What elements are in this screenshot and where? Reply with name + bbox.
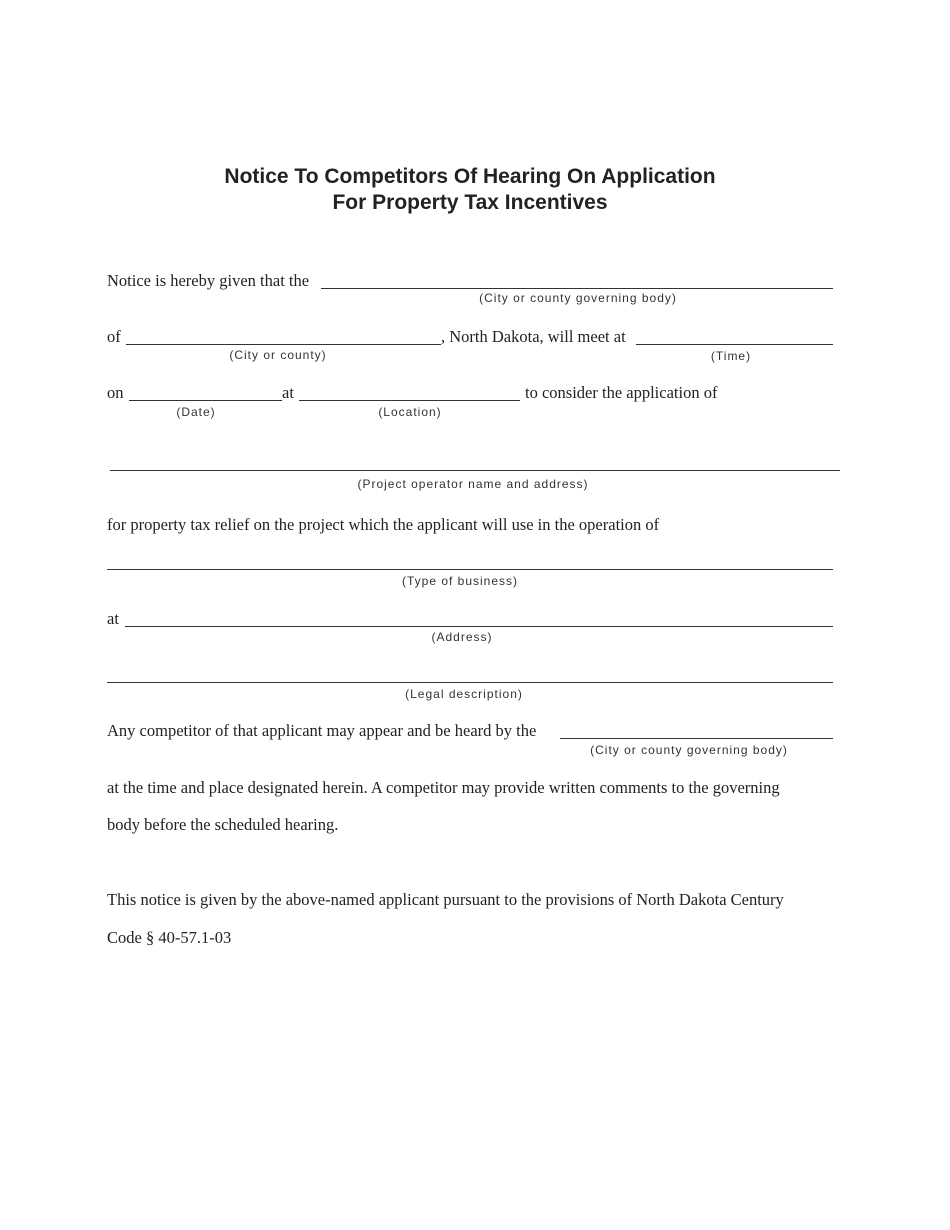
governing-body-caption: (City or county governing body)	[479, 291, 677, 305]
consider-application-text: to consider the application of	[525, 383, 718, 402]
property-tax-relief-text: for property tax relief on the project which the applicant will use in the operation of	[107, 515, 660, 534]
designated-text-line-2: body before the scheduled hearing.	[107, 815, 339, 834]
at-address-label: at	[107, 609, 119, 628]
city-county-blank[interactable]	[126, 344, 441, 345]
notice-lead-text: Notice is hereby given that the	[107, 271, 310, 290]
time-caption: (Time)	[710, 349, 752, 363]
form-title-line-1: Notice To Competitors Of Hearing On Application	[224, 165, 716, 188]
address-blank[interactable]	[125, 626, 833, 627]
on-label: on	[107, 383, 124, 402]
of-label: of	[107, 327, 121, 346]
designated-text-line-1: at the time and place designated herein. A competitor may provide written comments to the governing	[107, 778, 780, 797]
north-dakota-meet-text: , North Dakota, will meet at	[441, 327, 626, 346]
city-county-caption: (City or county)	[229, 348, 327, 362]
project-operator-caption: (Project operator name and address)	[357, 477, 589, 491]
at-label: at	[282, 383, 294, 402]
date-blank[interactable]	[129, 400, 282, 401]
form-title-line-2: For Property Tax Incentives	[332, 191, 608, 214]
governing-body-blank-2[interactable]	[560, 738, 833, 739]
project-operator-blank[interactable]	[110, 470, 840, 471]
location-blank[interactable]	[299, 400, 520, 401]
governing-body-blank[interactable]	[321, 288, 833, 289]
governing-body-caption-2: (City or county governing body)	[590, 743, 788, 757]
competitor-appear-text: Any competitor of that applicant may appear and be heard by the	[107, 721, 537, 740]
type-of-business-caption: (Type of business)	[401, 574, 519, 588]
statute-notice-line-2: Code § 40-57.1-03	[107, 928, 232, 947]
location-caption: (Location)	[378, 405, 442, 419]
type-of-business-blank[interactable]	[107, 569, 833, 570]
legal-description-caption: (Legal description)	[405, 687, 523, 701]
statute-notice-line-1: This notice is given by the above-named applicant pursuant to the provisions of North Dakota Century	[107, 890, 784, 909]
time-blank[interactable]	[636, 344, 833, 345]
address-caption: (Address)	[431, 630, 493, 644]
legal-description-blank[interactable]	[107, 682, 833, 683]
date-caption: (Date)	[176, 405, 216, 419]
